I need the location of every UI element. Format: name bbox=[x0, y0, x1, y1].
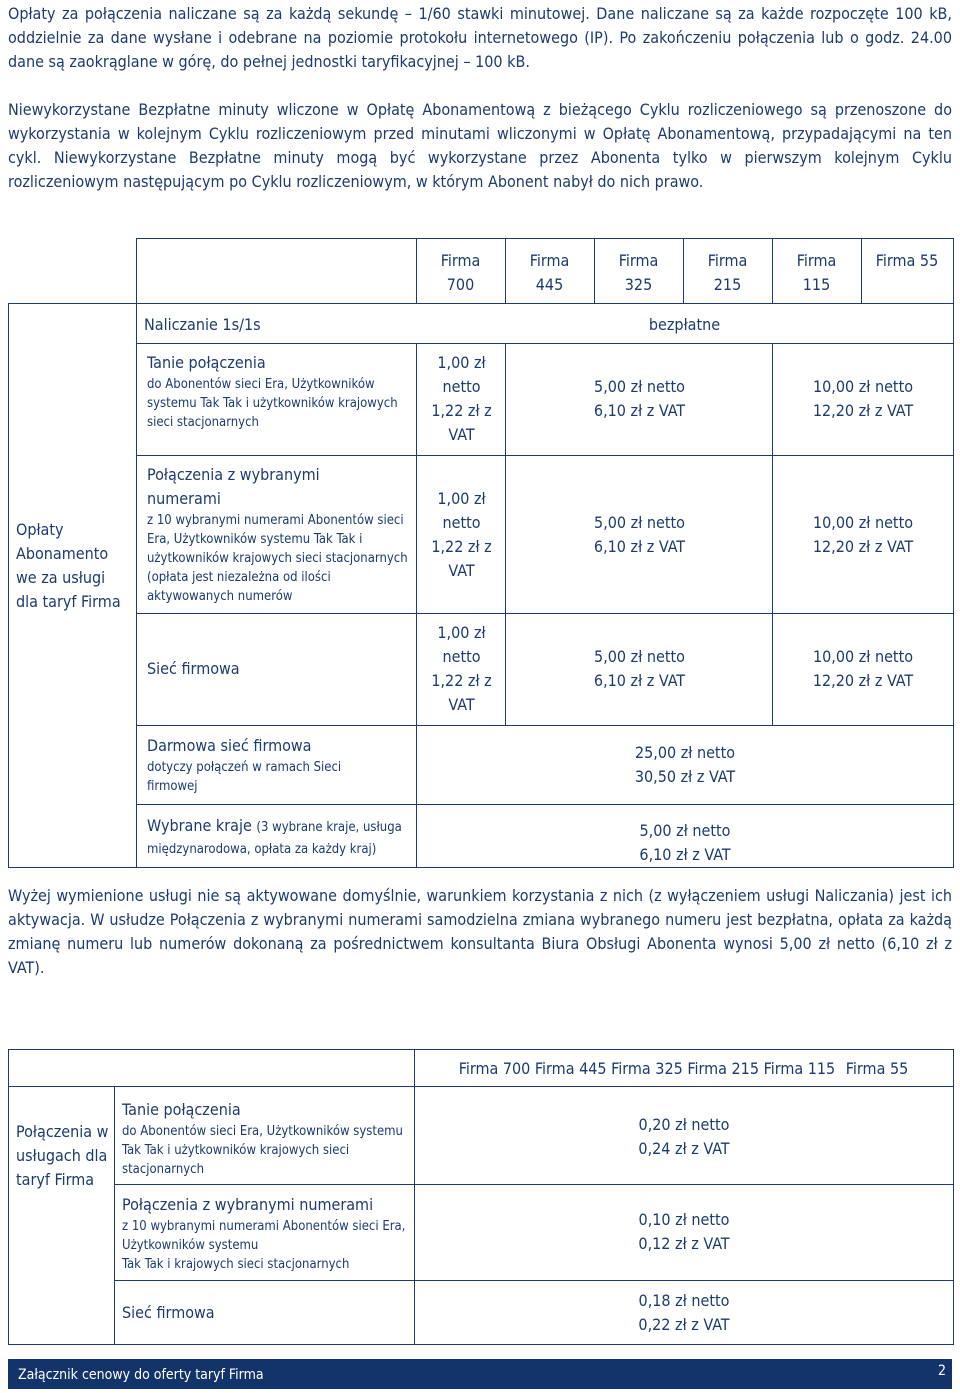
table2-row-cheap-calls-desc: do Abonentów sieci Era, Użytkowników systemu Tak Tak i użytkowników krajowych sieci stacjonarnych bbox=[122, 1124, 403, 1177]
row-selected-countries-desc: (3 wybrane kraje, usługa międzynarodowa, opłata za każdy kraj) bbox=[147, 820, 402, 857]
table2-row-company-network-price: 0,18 zł netto 0,22 zł z VAT bbox=[414, 1280, 954, 1345]
table2-group-label: Połączenia w usługach dla taryf Firma bbox=[8, 1086, 115, 1345]
table2-row-cheap-calls-title: Tanie połączenia bbox=[122, 1100, 241, 1119]
row-selected-numbers-label-cell bbox=[136, 455, 417, 614]
row-free-network-label-cell bbox=[136, 725, 417, 805]
row-free-network-desc: dotyczy połączeń w ramach Sieci firmowej bbox=[147, 760, 342, 794]
table2-row-cheap-calls-label-cell bbox=[114, 1086, 415, 1185]
row-cheap-calls-price-low: 10,00 zł netto 12,20 zł z VAT bbox=[772, 343, 954, 456]
row-cheap-calls-price-mid: 5,00 zł netto 6,10 zł z VAT bbox=[505, 343, 773, 456]
row-free-network-price: 25,00 zł netto 30,50 zł z VAT bbox=[416, 725, 954, 805]
row-company-network-label: Sieć firmowa bbox=[136, 613, 417, 726]
table2-header-firma-700: Firma 700 bbox=[458, 1059, 531, 1078]
table2-header-empty-cell bbox=[8, 1049, 415, 1087]
row-cheap-calls-label-cell bbox=[136, 343, 417, 456]
unused-minutes-paragraph: Niewykorzystane Bezpłatne minuty wliczone w Opłatę Abonamentową z bieżącego Cyklu rozliczeniowego są przenoszone do wykorzystania w kolejnym Cyklu rozliczeniowym przed minutami wliczonymi w Opłatę Abonamentową, przypadającymi na ten cykl. Niewykorzystane Bezpłatne minuty mogą być wykorzystane przez Abonenta tylko w pierwszym kolejnym Cyklu rozliczeniowym następującym po Cyklu rozliczeniowym, w którym Abonent nabył do nich prawo. bbox=[8, 100, 952, 191]
row-selected-countries-title: Wybrane kraje bbox=[147, 816, 252, 835]
row-company-network-price-700: 1,00 zł netto 1,22 zł z VAT bbox=[416, 613, 506, 726]
row-billing-label: Naliczanie 1s/1s bbox=[136, 303, 417, 344]
page-number: 2 bbox=[937, 1363, 946, 1379]
row-company-network-price-mid: 5,00 zł netto 6,10 zł z VAT bbox=[505, 613, 773, 726]
footer-bar bbox=[8, 1359, 952, 1389]
table2-row-selected-numbers-label-cell bbox=[114, 1184, 415, 1281]
row-cheap-calls-desc: do Abonentów sieci Era, Użytkowników systemu Tak Tak i użytkowników krajowych sieci stacjonarnych bbox=[147, 377, 398, 430]
header-empty-cell bbox=[136, 238, 417, 304]
row-free-network-title: Darmowa sieć firmowa bbox=[147, 736, 312, 755]
table2-column-headers bbox=[414, 1049, 954, 1087]
table2-row-selected-numbers-title: Połączenia z wybranymi numerami bbox=[122, 1195, 374, 1214]
group-label: Opłaty Abonamento we za usługi dla taryf Firma bbox=[16, 520, 121, 611]
row-company-network-price-low: 10,00 zł netto 12,20 zł z VAT bbox=[772, 613, 954, 726]
row-billing-price: bezpłatne bbox=[416, 303, 954, 344]
table2-header-firma-115: Firma 115 bbox=[763, 1059, 836, 1078]
table2-row-cheap-calls-price: 0,20 zł netto 0,24 zł z VAT bbox=[414, 1086, 954, 1185]
table2-row-selected-numbers-desc: z 10 wybranymi numerami Abonentów sieci Era, Użytkowników systemu Tak Tak i krajowych sieci stacjonarnych bbox=[122, 1219, 406, 1272]
row-selected-numbers-title: Połączenia z wybranymi numerami bbox=[147, 465, 320, 508]
table2-header-firma-55: Firma 55 bbox=[845, 1059, 909, 1078]
row-selected-numbers-price-mid: 5,00 zł netto 6,10 zł z VAT bbox=[505, 455, 773, 614]
column-header-firma-445: Firma 445 bbox=[505, 238, 595, 304]
column-header-firma-55: Firma 55 bbox=[861, 238, 954, 304]
row-selected-numbers-price-700: 1,00 zł netto 1,22 zł z VAT bbox=[416, 455, 506, 614]
intro-paragraph: Opłaty za połączenia naliczane są za każdą sekundę – 1/60 stawki minutowej. Dane naliczane są za każde rozpoczęte 100 kB, oddzielnie za dane wysłane i odebrane na poziomie protokołu internetowego (IP). Po zakończeniu połączenia lub o godz. 24.00 dane są zaokrąglane w górę, do pełnej jednostki taryfikacyjnej – 100 kB. bbox=[8, 4, 952, 71]
footer-title: Załącznik cenowy do oferty taryf Firma bbox=[18, 1367, 264, 1383]
table2-header-firma-215: Firma 215 bbox=[687, 1059, 759, 1078]
column-header-firma-325: Firma 325 bbox=[594, 238, 684, 304]
row-cheap-calls-price-700: 1,00 zł netto 1,22 zł z VAT bbox=[416, 343, 506, 456]
row-cheap-calls-title: Tanie połączenia bbox=[147, 353, 266, 372]
column-header-firma-700: Firma 700 bbox=[416, 238, 506, 304]
column-header-firma-215: Firma 215 bbox=[683, 238, 773, 304]
table2-row-selected-numbers-price: 0,10 zł netto 0,12 zł z VAT bbox=[414, 1184, 954, 1281]
table2-header-firma-325: Firma 325 bbox=[611, 1059, 683, 1078]
column-header-firma-115: Firma 115 bbox=[772, 238, 862, 304]
table2-row-company-network-label: Sieć firmowa bbox=[114, 1280, 415, 1345]
row-selected-numbers-price-low: 10,00 zł netto 12,20 zł z VAT bbox=[772, 455, 954, 614]
row-selected-countries-price: 5,00 zł netto 6,10 zł z VAT bbox=[416, 804, 954, 868]
row-selected-countries-label-cell bbox=[136, 804, 417, 868]
group-label-cell bbox=[8, 303, 137, 868]
activation-note-paragraph: Wyżej wymienione usługi nie są aktywowane domyślnie, warunkiem korzystania z nich (z wyłączeniem usługi Naliczania) jest ich aktywacja. W usłudze Połączenia z wybranymi numerami samodzielna zmiana wybranego numeru jest bezpłatna, opłata za każdą zmianę numeru lub numerów dokonaną za pośrednictwem konsultanta Biura Obsługi Abonenta wynosi 5,00 zł netto (6,10 zł z VAT). bbox=[8, 886, 952, 977]
row-selected-numbers-desc: z 10 wybranymi numerami Abonentów sieci Era, Użytkowników systemu Tak Tak i użytkowników krajowych sieci stacjonarnych (opłata jest niezależna od ilości aktywowanych numerów bbox=[147, 513, 408, 604]
table2-header-firma-445: Firma 445 bbox=[534, 1059, 607, 1078]
